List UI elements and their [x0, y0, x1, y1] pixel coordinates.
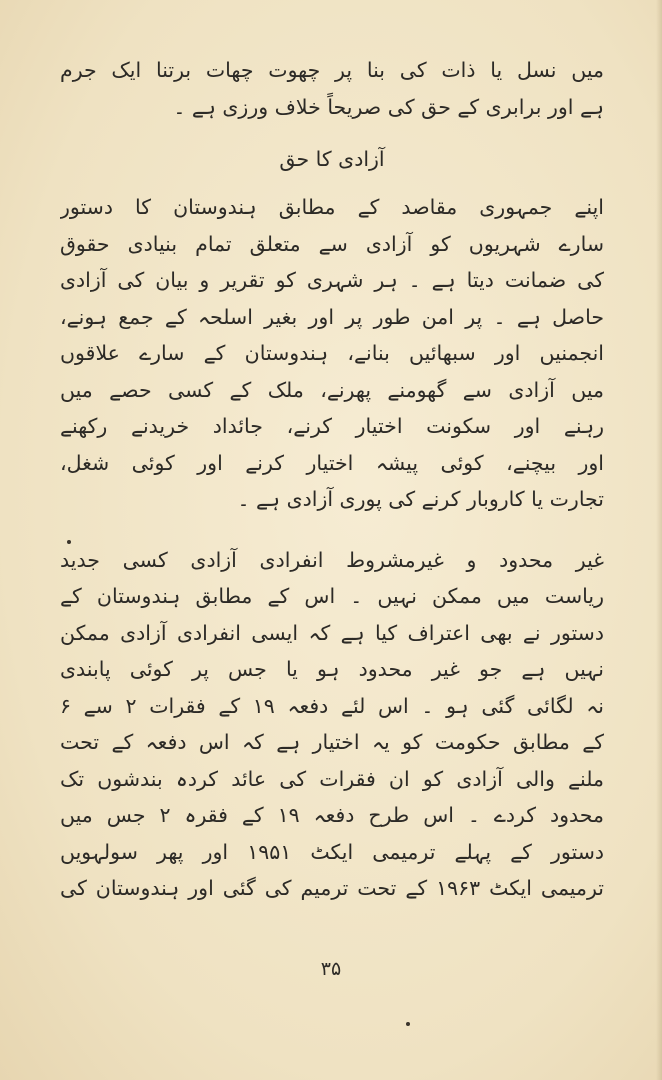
- text-line: سارے شہریوں کو آزادی سے متعلق تمام بنیادی حقوق: [60, 231, 604, 256]
- ink-speck: [67, 540, 71, 544]
- ink-speck: [406, 1022, 410, 1026]
- text-line: غیر محدود و غیرمشروط انفرادی آزادی کسی جدید: [60, 547, 604, 572]
- paragraph-restrictions: [60, 542, 604, 907]
- intro-text: [60, 52, 604, 125]
- text-line: تجارت یا کاروبار کرنے کی پوری آزادی ہے ۔: [237, 487, 604, 511]
- text-line: انجمنیں اور سبھائیں بنانے، ہندوستان کے سارے علاقوں: [60, 341, 604, 365]
- text-line: اور بیچنے، کوئی پیشہ اختیار کرنے اور کوئی شغل،: [60, 450, 604, 475]
- text-line: ریاست میں ممکن نہیں ۔ اس کے مطابق ہندوستان کے: [60, 584, 604, 608]
- text-line: ترمیمی ایکٹ ۱۹۶۳ کے تحت ترمیم کی گئی اور ہندوستان کی: [60, 876, 604, 900]
- text-line: نہ لگائی گئی ہو ۔ اس لئے دفعہ ۱۹ کے فقرات ۲ سے ۶: [60, 693, 604, 718]
- paragraph-rights: [60, 189, 604, 518]
- section-heading: آزادی کا حق: [279, 147, 385, 171]
- text-line: کی ضمانت دیتا ہے ۔ ہر شہری کو تقریر و بیان کی آزادی: [60, 268, 604, 292]
- text-line: محدود کردے ۔ اس طرح دفعہ ۱۹ کے فقرہ ۲ جس میں: [60, 803, 604, 827]
- text-line: حاصل ہے ۔ پر امن طور پر اور بغیر اسلحہ کے جمع ہونے،: [60, 304, 604, 329]
- page-edge-shadow: [656, 0, 662, 1080]
- text-line: رہنے اور سکونت اختیار کرنے، جائداد خریدنے رکھنے: [60, 414, 604, 438]
- page-content: [60, 52, 604, 907]
- text-line: کے مطابق حکومت کو یہ اختیار ہے کہ اس دفعہ کے تحت: [60, 730, 604, 754]
- page-number: ۳۵: [320, 958, 342, 980]
- text-line: اپنے جمہوری مقاصد کے مطابق ہندوستان کا دستور: [60, 195, 604, 219]
- text-line: میں نسل یا ذات کی بنا پر چھوت چھات برتنا ایک جرم: [60, 58, 604, 82]
- paragraph-gap: [60, 518, 604, 542]
- text-line: میں آزادی سے گھومنے پھرنے، ملک کے کسی حصے میں: [60, 377, 604, 402]
- text-line: نہیں ہے جو غیر محدود ہو یا جس پر کوئی پابندی: [60, 657, 604, 681]
- text-line: ہے اور برابری کے حق کی صریحاً خلاف ورزی ہے ۔: [173, 94, 604, 119]
- text-line: دستور کے پہلے ترمیمی ایکٹ ۱۹۵۱ اور پھر سولہویں: [60, 839, 604, 864]
- text-line: ملنے والی آزادی کو ان فقرات کی عائد کردہ بندشوں تک: [60, 766, 604, 791]
- text-line: دستور نے بھی اعتراف کیا ہے کہ ایسی انفرادی آزادی ممکن: [60, 620, 604, 645]
